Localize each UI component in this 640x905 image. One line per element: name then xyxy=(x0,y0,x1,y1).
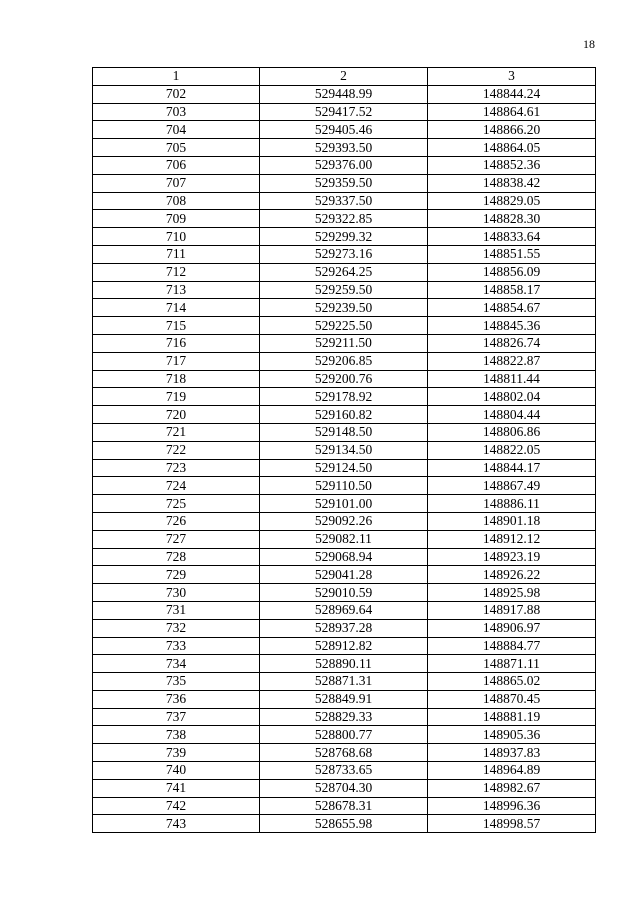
y-coordinate-cell: 148811.44 xyxy=(428,370,596,388)
x-coordinate-cell: 529322.85 xyxy=(260,210,428,228)
x-coordinate-cell: 529200.76 xyxy=(260,370,428,388)
point-number-cell: 705 xyxy=(93,139,260,157)
x-coordinate-cell: 529082.11 xyxy=(260,530,428,548)
y-coordinate-cell: 148925.98 xyxy=(428,584,596,602)
table-row xyxy=(93,334,596,352)
table-row xyxy=(93,619,596,637)
point-number-cell: 719 xyxy=(93,388,260,406)
point-number-cell: 738 xyxy=(93,726,260,744)
column-header-3: 3 xyxy=(428,68,596,86)
x-coordinate-cell: 528890.11 xyxy=(260,655,428,673)
table-row xyxy=(93,423,596,441)
y-coordinate-cell: 148828.30 xyxy=(428,210,596,228)
y-coordinate-cell: 148906.97 xyxy=(428,619,596,637)
point-number-cell: 717 xyxy=(93,352,260,370)
table-row xyxy=(93,281,596,299)
x-coordinate-cell: 529160.82 xyxy=(260,406,428,424)
x-coordinate-cell: 529273.16 xyxy=(260,245,428,263)
x-coordinate-cell: 529041.28 xyxy=(260,566,428,584)
y-coordinate-cell: 148822.05 xyxy=(428,441,596,459)
point-number-cell: 714 xyxy=(93,299,260,317)
point-number-cell: 716 xyxy=(93,334,260,352)
x-coordinate-cell: 529092.26 xyxy=(260,512,428,530)
point-number-cell: 739 xyxy=(93,744,260,762)
x-coordinate-cell: 529225.50 xyxy=(260,317,428,335)
page-number: 18 xyxy=(583,37,595,51)
point-number-cell: 722 xyxy=(93,441,260,459)
table-row xyxy=(93,601,596,619)
x-coordinate-cell: 529337.50 xyxy=(260,192,428,210)
y-coordinate-cell: 148829.05 xyxy=(428,192,596,210)
table-row xyxy=(93,263,596,281)
point-number-cell: 721 xyxy=(93,423,260,441)
point-number-cell: 730 xyxy=(93,584,260,602)
point-number-cell: 713 xyxy=(93,281,260,299)
table-row xyxy=(93,726,596,744)
coordinates-table xyxy=(92,67,596,833)
point-number-cell: 726 xyxy=(93,512,260,530)
y-coordinate-cell: 148923.19 xyxy=(428,548,596,566)
x-coordinate-cell: 529110.50 xyxy=(260,477,428,495)
table-row xyxy=(93,352,596,370)
x-coordinate-cell: 529448.99 xyxy=(260,85,428,103)
table-row xyxy=(93,512,596,530)
x-coordinate-cell: 528800.77 xyxy=(260,726,428,744)
y-coordinate-cell: 148852.36 xyxy=(428,156,596,174)
y-coordinate-cell: 148858.17 xyxy=(428,281,596,299)
y-coordinate-cell: 148871.11 xyxy=(428,655,596,673)
y-coordinate-cell: 148826.74 xyxy=(428,334,596,352)
y-coordinate-cell: 148982.67 xyxy=(428,779,596,797)
table-row xyxy=(93,245,596,263)
table-row xyxy=(93,228,596,246)
y-coordinate-cell: 148884.77 xyxy=(428,637,596,655)
y-coordinate-cell: 148854.67 xyxy=(428,299,596,317)
point-number-cell: 708 xyxy=(93,192,260,210)
x-coordinate-cell: 529264.25 xyxy=(260,263,428,281)
table-row xyxy=(93,459,596,477)
point-number-cell: 733 xyxy=(93,637,260,655)
point-number-cell: 740 xyxy=(93,762,260,780)
point-number-cell: 707 xyxy=(93,174,260,192)
y-coordinate-cell: 148937.83 xyxy=(428,744,596,762)
point-number-cell: 734 xyxy=(93,655,260,673)
y-coordinate-cell: 148917.88 xyxy=(428,601,596,619)
x-coordinate-cell: 528937.28 xyxy=(260,619,428,637)
point-number-cell: 720 xyxy=(93,406,260,424)
y-coordinate-cell: 148804.44 xyxy=(428,406,596,424)
table-row xyxy=(93,548,596,566)
table-row xyxy=(93,139,596,157)
y-coordinate-cell: 148912.12 xyxy=(428,530,596,548)
x-coordinate-cell: 529124.50 xyxy=(260,459,428,477)
point-number-cell: 742 xyxy=(93,797,260,815)
y-coordinate-cell: 148844.24 xyxy=(428,85,596,103)
table-row xyxy=(93,388,596,406)
y-coordinate-cell: 148802.04 xyxy=(428,388,596,406)
x-coordinate-cell: 529101.00 xyxy=(260,495,428,513)
table-row xyxy=(93,530,596,548)
table-row xyxy=(93,156,596,174)
x-coordinate-cell: 528849.91 xyxy=(260,690,428,708)
x-coordinate-cell: 529417.52 xyxy=(260,103,428,121)
table-row xyxy=(93,477,596,495)
table-row xyxy=(93,690,596,708)
table-row xyxy=(93,441,596,459)
y-coordinate-cell: 148864.61 xyxy=(428,103,596,121)
x-coordinate-cell: 528871.31 xyxy=(260,673,428,691)
y-coordinate-cell: 148901.18 xyxy=(428,512,596,530)
table-row xyxy=(93,637,596,655)
point-number-cell: 715 xyxy=(93,317,260,335)
x-coordinate-cell: 528768.68 xyxy=(260,744,428,762)
table-body xyxy=(93,85,596,832)
y-coordinate-cell: 148865.02 xyxy=(428,673,596,691)
table-row xyxy=(93,655,596,673)
table-row xyxy=(93,762,596,780)
table-row xyxy=(93,708,596,726)
table-row xyxy=(93,174,596,192)
x-coordinate-cell: 529393.50 xyxy=(260,139,428,157)
table-row xyxy=(93,744,596,762)
point-number-cell: 731 xyxy=(93,601,260,619)
y-coordinate-cell: 148870.45 xyxy=(428,690,596,708)
y-coordinate-cell: 148833.64 xyxy=(428,228,596,246)
table-row xyxy=(93,584,596,602)
point-number-cell: 732 xyxy=(93,619,260,637)
point-number-cell: 706 xyxy=(93,156,260,174)
point-number-cell: 725 xyxy=(93,495,260,513)
x-coordinate-cell: 529259.50 xyxy=(260,281,428,299)
y-coordinate-cell: 148905.36 xyxy=(428,726,596,744)
point-number-cell: 724 xyxy=(93,477,260,495)
y-coordinate-cell: 148844.17 xyxy=(428,459,596,477)
y-coordinate-cell: 148856.09 xyxy=(428,263,596,281)
y-coordinate-cell: 148998.57 xyxy=(428,815,596,833)
table-row xyxy=(93,815,596,833)
x-coordinate-cell: 529299.32 xyxy=(260,228,428,246)
table-row xyxy=(93,210,596,228)
table-row xyxy=(93,797,596,815)
y-coordinate-cell: 148838.42 xyxy=(428,174,596,192)
point-number-cell: 711 xyxy=(93,245,260,263)
table-row xyxy=(93,370,596,388)
y-coordinate-cell: 148866.20 xyxy=(428,121,596,139)
y-coordinate-cell: 148881.19 xyxy=(428,708,596,726)
x-coordinate-cell: 529376.00 xyxy=(260,156,428,174)
point-number-cell: 723 xyxy=(93,459,260,477)
x-coordinate-cell: 529010.59 xyxy=(260,584,428,602)
y-coordinate-cell: 148806.86 xyxy=(428,423,596,441)
x-coordinate-cell: 528733.65 xyxy=(260,762,428,780)
table-row xyxy=(93,85,596,103)
y-coordinate-cell: 148822.87 xyxy=(428,352,596,370)
column-header-1: 1 xyxy=(93,68,260,86)
x-coordinate-cell: 529178.92 xyxy=(260,388,428,406)
x-coordinate-cell: 529239.50 xyxy=(260,299,428,317)
table-row xyxy=(93,121,596,139)
y-coordinate-cell: 148996.36 xyxy=(428,797,596,815)
y-coordinate-cell: 148964.89 xyxy=(428,762,596,780)
x-coordinate-cell: 528829.33 xyxy=(260,708,428,726)
x-coordinate-cell: 528704.30 xyxy=(260,779,428,797)
point-number-cell: 703 xyxy=(93,103,260,121)
x-coordinate-cell: 528655.98 xyxy=(260,815,428,833)
point-number-cell: 737 xyxy=(93,708,260,726)
table-row xyxy=(93,566,596,584)
point-number-cell: 709 xyxy=(93,210,260,228)
x-coordinate-cell: 529206.85 xyxy=(260,352,428,370)
point-number-cell: 735 xyxy=(93,673,260,691)
point-number-cell: 712 xyxy=(93,263,260,281)
column-header-2: 2 xyxy=(260,68,428,86)
x-coordinate-cell: 529211.50 xyxy=(260,334,428,352)
y-coordinate-cell: 148864.05 xyxy=(428,139,596,157)
table-row xyxy=(93,406,596,424)
x-coordinate-cell: 529134.50 xyxy=(260,441,428,459)
table-row xyxy=(93,192,596,210)
table-row xyxy=(93,317,596,335)
point-number-cell: 743 xyxy=(93,815,260,833)
point-number-cell: 736 xyxy=(93,690,260,708)
point-number-cell: 704 xyxy=(93,121,260,139)
point-number-cell: 710 xyxy=(93,228,260,246)
table-row xyxy=(93,779,596,797)
x-coordinate-cell: 529359.50 xyxy=(260,174,428,192)
y-coordinate-cell: 148926.22 xyxy=(428,566,596,584)
table-row xyxy=(93,673,596,691)
table-row xyxy=(93,103,596,121)
y-coordinate-cell: 148886.11 xyxy=(428,495,596,513)
point-number-cell: 727 xyxy=(93,530,260,548)
y-coordinate-cell: 148867.49 xyxy=(428,477,596,495)
x-coordinate-cell: 529405.46 xyxy=(260,121,428,139)
y-coordinate-cell: 148845.36 xyxy=(428,317,596,335)
x-coordinate-cell: 528912.82 xyxy=(260,637,428,655)
x-coordinate-cell: 529068.94 xyxy=(260,548,428,566)
table-row xyxy=(93,299,596,317)
x-coordinate-cell: 528678.31 xyxy=(260,797,428,815)
table-header-row xyxy=(93,68,596,86)
table-row xyxy=(93,495,596,513)
point-number-cell: 718 xyxy=(93,370,260,388)
point-number-cell: 702 xyxy=(93,85,260,103)
x-coordinate-cell: 528969.64 xyxy=(260,601,428,619)
point-number-cell: 729 xyxy=(93,566,260,584)
y-coordinate-cell: 148851.55 xyxy=(428,245,596,263)
point-number-cell: 741 xyxy=(93,779,260,797)
x-coordinate-cell: 529148.50 xyxy=(260,423,428,441)
point-number-cell: 728 xyxy=(93,548,260,566)
